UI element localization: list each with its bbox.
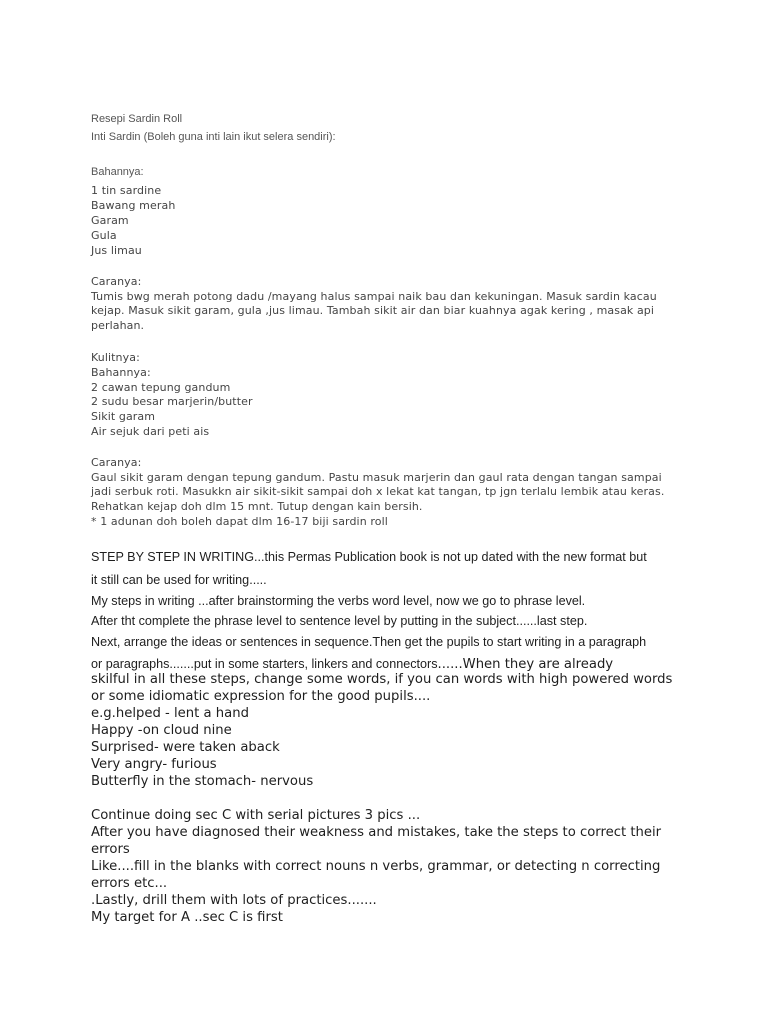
filling-method-heading: Caranya: [91, 275, 142, 288]
method-line: Tumis bwg merah potong dadu /mayang halus sampai naik bau dan kekuningan. Masuk sardin kacau [91, 290, 657, 303]
writing-line: STEP BY STEP IN WRITING...this Permas Publication book is not up dated with the new format but [91, 550, 647, 564]
method-line: kejap. Masuk sikit garam, gula ,jus limau. Tambah sikit air dan biar kuahnya agak kering , masak api [91, 304, 655, 317]
writing-line: After tht complete the phrase level to sentence level by putting in the subject......last step. [91, 614, 588, 628]
writing-line: Next, arrange the ideas or sentences in sequence.Then get the pupils to start writing in a paragraph [91, 635, 647, 649]
method-line: jadi serbuk roti. Masukkn air sikit-sikit sampai doh x lekat kat tangan, tp jgn terlalu lembik atau keras. [91, 485, 665, 498]
section-c-line: My target for A ..sec C is first [91, 910, 283, 925]
writing-line-mixed [91, 655, 613, 673]
ingredient-item: 1 tin sardine [91, 184, 162, 197]
ingredient-item: Sikit garam [91, 410, 156, 423]
ingredient-item: Jus limau [91, 244, 142, 257]
section-c-line: After you have diagnosed their weakness and mistakes, take the steps to correct their [91, 825, 662, 840]
section-c-line: errors [91, 842, 130, 857]
skin-method-heading: Caranya: [91, 456, 142, 469]
filling-ingredients-heading: Bahannya: [91, 166, 144, 178]
recipe-subtitle: Inti Sardin (Boleh guna inti lain ikut selera sendiri): [91, 131, 336, 143]
writing-line-part: or paragraphs.......put in some starters, linkers and connectors [91, 657, 438, 671]
writing-line-part: ......When they are already [437, 657, 614, 672]
ingredient-item: Gula [91, 229, 117, 242]
writing-line: or some idiomatic expression for the good pupils.... [91, 689, 431, 704]
ingredient-item: Garam [91, 214, 129, 227]
writing-line: skilful in all these steps, change some words, if you can words with high powered words [91, 672, 673, 687]
writing-line: My steps in writing ...after brainstorming the verbs word level, now we go to phrase level. [91, 594, 586, 608]
section-c-line: Like....fill in the blanks with correct nouns n verbs, grammar, or detecting n correcting [91, 859, 661, 874]
writing-line: it still can be used for writing..... [91, 573, 267, 587]
section-c-line: .Lastly, drill them with lots of practices....... [91, 893, 377, 908]
example-line: Surprised- were taken aback [91, 740, 280, 755]
example-line: Very angry- furious [91, 757, 217, 772]
example-line: e.g.helped - lent a hand [91, 706, 249, 721]
method-line: perlahan. [91, 319, 145, 332]
ingredient-item: 2 cawan tepung gandum [91, 381, 231, 394]
recipe-title: Resepi Sardin Roll [91, 113, 183, 125]
ingredient-item: 2 sudu besar marjerin/butter [91, 395, 253, 408]
ingredient-item: Air sejuk dari peti ais [91, 425, 210, 438]
example-line: Happy -on cloud nine [91, 723, 232, 738]
skin-heading: Kulitnya: [91, 351, 140, 364]
example-line: Butterfly in the stomach- nervous [91, 774, 314, 789]
method-note: * 1 adunan doh boleh dapat dlm 16-17 biji sardin roll [91, 515, 388, 528]
skin-ingredients-heading: Bahannya: [91, 366, 151, 379]
ingredient-item: Bawang merah [91, 199, 176, 212]
section-c-line: errors etc... [91, 876, 168, 891]
method-line: Rehatkan kejap doh dlm 15 mnt. Tutup dengan kain bersih. [91, 500, 423, 513]
method-line: Gaul sikit garam dengan tepung gandum. Pastu masuk marjerin dan gaul rata dengan tangan sampai [91, 471, 662, 484]
section-c-line: Continue doing sec C with serial pictures 3 pics ... [91, 808, 421, 823]
